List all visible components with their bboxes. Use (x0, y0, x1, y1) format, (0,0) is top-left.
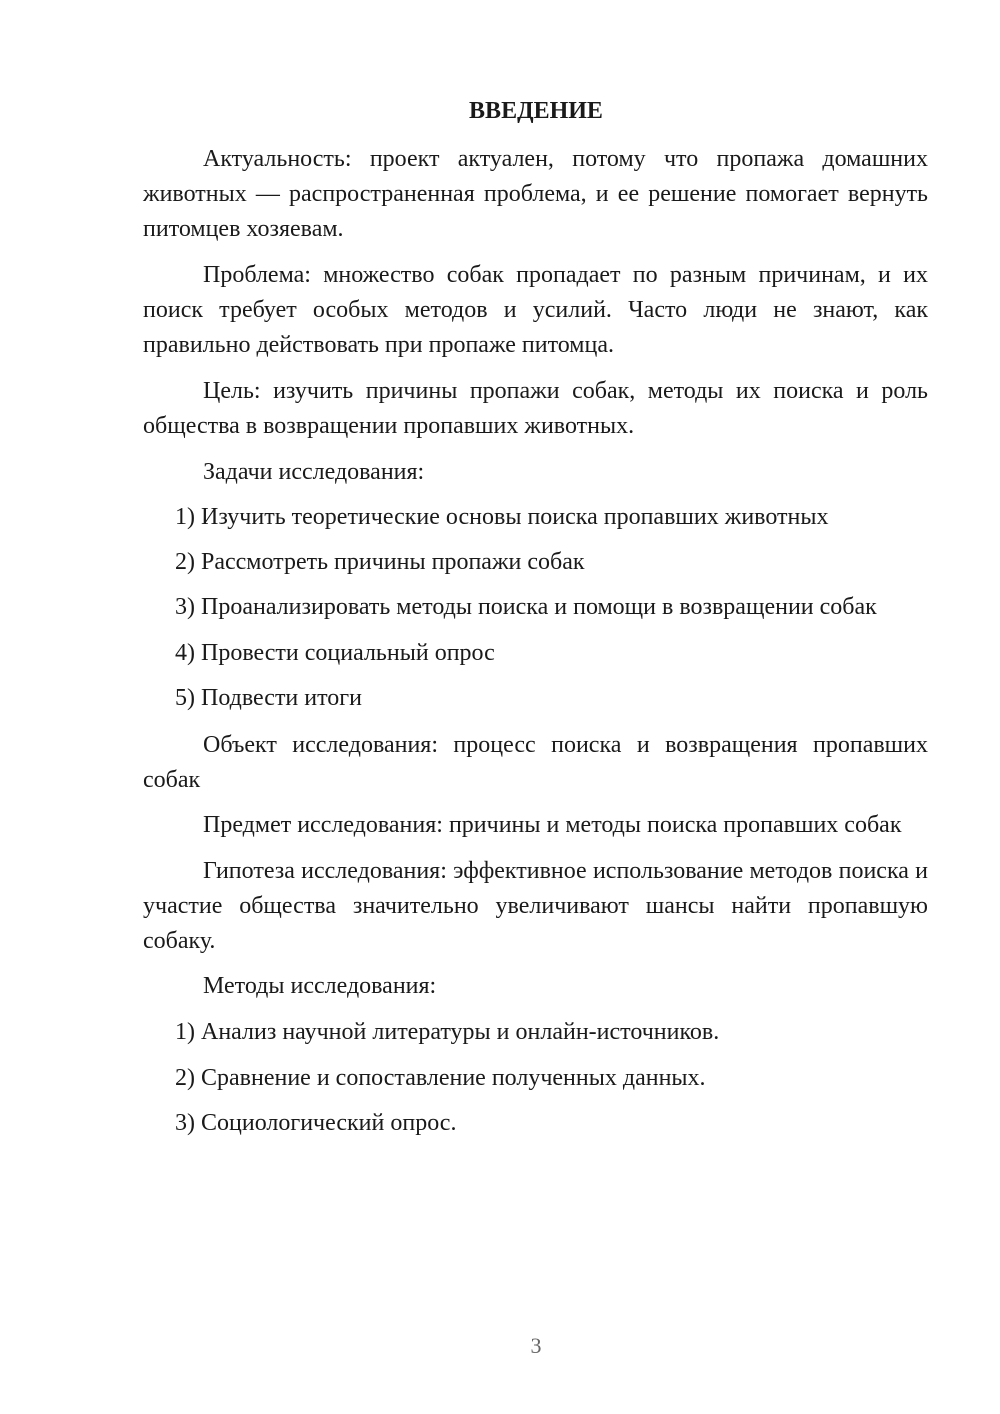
task-item: 4) Провести социальный опрос (175, 640, 495, 666)
section-heading: ВВЕДЕНИЕ (469, 98, 603, 124)
object-paragraph: Объект исследования: процесс поиска и возвращения пропавших собак (143, 732, 928, 793)
task-item: 5) Подвести итоги (175, 685, 362, 711)
method-item: 1) Анализ научной литературы и онлайн-источников. (175, 1019, 720, 1045)
task-item: 3) Проанализировать методы поиска и помощи в возвращении собак (175, 594, 877, 620)
subject-paragraph: Предмет исследования: причины и методы поиска пропавших собак (203, 812, 902, 838)
methods-label: Методы исследования: (203, 973, 437, 999)
task-item: 2) Рассмотреть причины пропажи собак (175, 549, 585, 575)
method-item: 3) Социологический опрос. (175, 1110, 457, 1136)
goal-paragraph: Цель: изучить причины пропажи собак, методы их поиска и роль общества в возвращении пропавших животных. (143, 378, 928, 439)
tasks-label: Задачи исследования: (203, 459, 425, 485)
problem-paragraph: Проблема: множество собак пропадает по разным причинам, и их поиск требует особых методов и усилий. Часто люди не знают, как правильно действовать при пропаже питомца. (143, 262, 928, 358)
relevance-paragraph: Актуальность: проект актуален, потому что пропажа домашних животных — распространенная проблема, и ее решение помогает вернуть питомцев хозяевам. (143, 146, 928, 242)
page-number: 3 (530, 1333, 542, 1358)
hypothesis-paragraph: Гипотеза исследования: эффективное использование методов поиска и участие общества значительно увеличивают шансы найти пропавшую собаку. (143, 858, 928, 954)
task-item: 1) Изучить теоретические основы поиска пропавших животных (175, 504, 829, 530)
method-item: 2) Сравнение и сопоставление полученных данных. (175, 1065, 706, 1091)
